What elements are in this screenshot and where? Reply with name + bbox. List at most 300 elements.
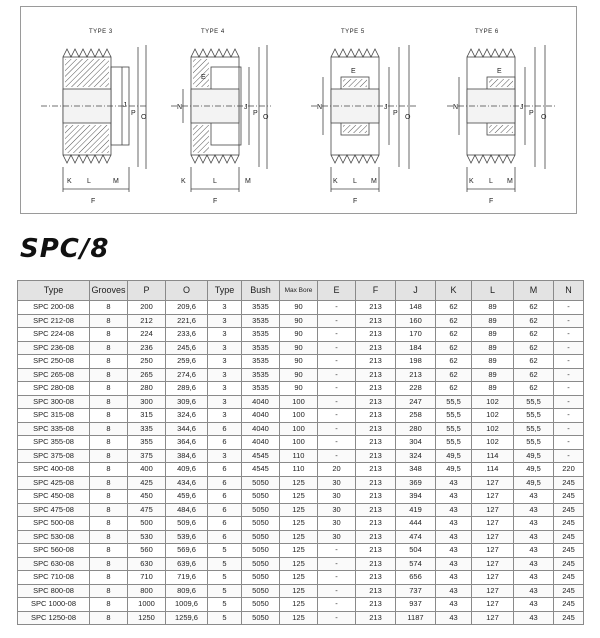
table-cell: 213 [356, 341, 396, 355]
table-cell: 315 [128, 409, 166, 423]
table-cell: 62 [514, 355, 554, 369]
table-cell: 43 [436, 584, 472, 598]
table-cell: - [318, 598, 356, 612]
table-cell: 127 [472, 530, 514, 544]
table-cell: 100 [280, 409, 318, 423]
table-cell: 213 [356, 598, 396, 612]
svg-text:P: P [131, 110, 136, 117]
svg-text:P: P [393, 110, 398, 117]
table-cell: 737 [396, 584, 436, 598]
table-cell: 419 [396, 503, 436, 517]
svg-text:F: F [91, 198, 96, 205]
table-cell: 212 [128, 314, 166, 328]
header-e: E [318, 281, 356, 301]
table-cell: 409,6 [166, 463, 208, 477]
table-cell: 62 [514, 368, 554, 382]
table-cell: - [318, 314, 356, 328]
table-cell: 5050 [242, 544, 280, 558]
table-cell: 213 [356, 503, 396, 517]
table-row [18, 503, 584, 517]
table-cell: 710 [128, 571, 166, 585]
table-cell: 8 [90, 422, 128, 436]
type-3-drawing [41, 45, 146, 192]
header-grooves: Grooves [90, 281, 128, 301]
table-cell: SPC 710-08 [18, 571, 90, 585]
table-cell: 5050 [242, 598, 280, 612]
table-cell: - [554, 395, 584, 409]
table-cell: - [318, 341, 356, 355]
table-cell: 43 [514, 584, 554, 598]
table-cell: 55,5 [514, 436, 554, 450]
table-cell: 3535 [242, 382, 280, 396]
table-cell: SPC 1000-08 [18, 598, 90, 612]
table-cell: 127 [472, 490, 514, 504]
svg-text:F: F [353, 198, 358, 205]
table-cell: 102 [472, 436, 514, 450]
table-cell: 125 [280, 530, 318, 544]
table-row [18, 517, 584, 531]
table-cell: 43 [436, 490, 472, 504]
table-cell: 8 [90, 544, 128, 558]
table-cell: 125 [280, 544, 318, 558]
table-cell: 125 [280, 557, 318, 571]
table-cell: SPC 560-08 [18, 544, 90, 558]
table-row [18, 544, 584, 558]
table-cell: 3 [208, 395, 242, 409]
table-cell: 569,6 [166, 544, 208, 558]
table-cell: 100 [280, 395, 318, 409]
table-cell: 5050 [242, 517, 280, 531]
table-cell: 110 [280, 463, 318, 477]
table-cell: SPC 265-08 [18, 368, 90, 382]
table-cell: - [554, 341, 584, 355]
type-5-label: TYPE 5 [341, 29, 365, 35]
table-row [18, 382, 584, 396]
table-cell: 89 [472, 355, 514, 369]
table-cell: SPC 315-08 [18, 409, 90, 423]
table-cell: 55,5 [436, 436, 472, 450]
table-cell: 43 [436, 517, 472, 531]
table-cell: SPC 300-08 [18, 395, 90, 409]
table-cell: 114 [472, 449, 514, 463]
table-cell: 8 [90, 301, 128, 315]
table-cell: 5 [208, 557, 242, 571]
table-row [18, 463, 584, 477]
table-cell: 213 [356, 449, 396, 463]
table-cell: 8 [90, 382, 128, 396]
type-3-label: TYPE 3 [89, 29, 113, 35]
table-cell: 62 [514, 382, 554, 396]
table-row [18, 328, 584, 342]
table-cell: 3 [208, 409, 242, 423]
table-cell: 6 [208, 517, 242, 531]
svg-text:E: E [201, 74, 206, 81]
table-cell: 719,6 [166, 571, 208, 585]
table-cell: 5 [208, 571, 242, 585]
table-cell: 213 [356, 544, 396, 558]
table-row [18, 611, 584, 625]
svg-text:P: P [253, 110, 258, 117]
table-cell: 213 [356, 490, 396, 504]
table-cell: 245 [554, 584, 584, 598]
table-cell: 809,6 [166, 584, 208, 598]
svg-text:L: L [353, 178, 357, 185]
table-row [18, 395, 584, 409]
table-cell: 8 [90, 598, 128, 612]
table-cell: 62 [436, 368, 472, 382]
table-cell: 3535 [242, 368, 280, 382]
table-cell: 3535 [242, 355, 280, 369]
page-title: SPC/8 [20, 234, 110, 264]
table-cell: 5 [208, 611, 242, 625]
table-cell: 55,5 [514, 422, 554, 436]
svg-text:M: M [507, 178, 513, 185]
table-cell: 20 [318, 463, 356, 477]
svg-text:N: N [453, 104, 459, 111]
table-cell: 8 [90, 409, 128, 423]
table-cell: SPC 280-08 [18, 382, 90, 396]
table-cell: 110 [280, 449, 318, 463]
table-cell: 8 [90, 503, 128, 517]
spc8-dimensions-table [17, 280, 584, 625]
table-cell: 3535 [242, 341, 280, 355]
table-cell: 309,6 [166, 395, 208, 409]
table-cell: 125 [280, 490, 318, 504]
header-j: J [396, 281, 436, 301]
table-cell: 213 [396, 368, 436, 382]
table-cell: 245 [554, 544, 584, 558]
table-cell: 560 [128, 544, 166, 558]
table-cell: - [318, 409, 356, 423]
table-cell: 43 [514, 503, 554, 517]
table-cell: 5050 [242, 557, 280, 571]
table-cell: 30 [318, 476, 356, 490]
table-cell: 245,6 [166, 341, 208, 355]
table-cell: 102 [472, 422, 514, 436]
table-cell: 245 [554, 503, 584, 517]
table-cell: 220 [554, 463, 584, 477]
table-cell: 127 [472, 557, 514, 571]
table-cell: 55,5 [514, 395, 554, 409]
table-cell: 8 [90, 530, 128, 544]
table-cell: SPC 630-08 [18, 557, 90, 571]
table-row [18, 301, 584, 315]
table-cell: 8 [90, 314, 128, 328]
type-5-drawing [311, 45, 416, 192]
table-cell: 213 [356, 611, 396, 625]
pulley-drawings [21, 7, 576, 213]
svg-text:M: M [113, 178, 119, 185]
table-cell: - [318, 328, 356, 342]
svg-text:N: N [317, 104, 323, 111]
table-cell: 30 [318, 530, 356, 544]
table-cell: 62 [436, 328, 472, 342]
svg-text:M: M [245, 178, 251, 185]
table-row [18, 530, 584, 544]
table-row [18, 598, 584, 612]
table-cell: SPC 200-08 [18, 301, 90, 315]
table-cell: - [318, 584, 356, 598]
table-cell: 213 [356, 517, 396, 531]
table-cell: SPC 500-08 [18, 517, 90, 531]
table-cell: 5050 [242, 530, 280, 544]
table-cell: 213 [356, 584, 396, 598]
table-cell: 221,6 [166, 314, 208, 328]
table-cell: 5050 [242, 476, 280, 490]
table-cell: 125 [280, 476, 318, 490]
table-cell: - [318, 571, 356, 585]
svg-text:M: M [371, 178, 377, 185]
table-cell: 236 [128, 341, 166, 355]
table-cell: 125 [280, 503, 318, 517]
table-cell: 8 [90, 584, 128, 598]
table-cell: 43 [436, 544, 472, 558]
table-cell: 233,6 [166, 328, 208, 342]
table-cell: - [318, 611, 356, 625]
table-cell: 43 [436, 571, 472, 585]
svg-text:J: J [244, 104, 248, 111]
table-cell: SPC 335-08 [18, 422, 90, 436]
table-cell: SPC 530-08 [18, 530, 90, 544]
table-cell: 89 [472, 314, 514, 328]
svg-text:K: K [67, 178, 72, 185]
table-cell: 484,6 [166, 503, 208, 517]
table-cell: 459,6 [166, 490, 208, 504]
table-cell: 3535 [242, 301, 280, 315]
table-cell: 43 [514, 598, 554, 612]
table-cell: 125 [280, 584, 318, 598]
table-cell: - [318, 422, 356, 436]
table-cell: 5 [208, 584, 242, 598]
table-cell: 5050 [242, 490, 280, 504]
table-cell: 245 [554, 557, 584, 571]
table-cell: 245 [554, 490, 584, 504]
table-cell: 5050 [242, 611, 280, 625]
table-cell: 639,6 [166, 557, 208, 571]
table-cell: 228 [396, 382, 436, 396]
table-cell: 213 [356, 368, 396, 382]
table-cell: 30 [318, 490, 356, 504]
header-o: O [166, 281, 208, 301]
table-cell: 55,5 [514, 409, 554, 423]
table-cell: SPC 375-08 [18, 449, 90, 463]
table-cell: 259,6 [166, 355, 208, 369]
header-n: N [554, 281, 584, 301]
table-cell: SPC 250-08 [18, 355, 90, 369]
table-cell: 127 [472, 476, 514, 490]
table-row [18, 476, 584, 490]
table-cell: 100 [280, 436, 318, 450]
table-cell: - [554, 409, 584, 423]
table-cell: 6 [208, 476, 242, 490]
header-max-bore: Max Bore [280, 281, 318, 301]
table-header-row [18, 281, 584, 301]
table-cell: 574 [396, 557, 436, 571]
table-cell: 369 [396, 476, 436, 490]
table-cell: 213 [356, 530, 396, 544]
table-cell: 102 [472, 409, 514, 423]
table-cell: 4040 [242, 395, 280, 409]
table-row [18, 368, 584, 382]
svg-text:L: L [213, 178, 217, 185]
table-cell: 1259,6 [166, 611, 208, 625]
table-cell: 30 [318, 517, 356, 531]
table-cell: - [318, 436, 356, 450]
table-cell: - [318, 395, 356, 409]
table-cell: 348 [396, 463, 436, 477]
table-row [18, 557, 584, 571]
table-cell: 8 [90, 611, 128, 625]
table-cell: 127 [472, 571, 514, 585]
table-cell: 160 [396, 314, 436, 328]
table-cell: 3 [208, 328, 242, 342]
table-cell: 55,5 [436, 422, 472, 436]
table-cell: 62 [514, 314, 554, 328]
table-cell: 8 [90, 341, 128, 355]
table-cell: 630 [128, 557, 166, 571]
svg-text:L: L [87, 178, 91, 185]
table-cell: 43 [514, 611, 554, 625]
table-cell: 184 [396, 341, 436, 355]
table-cell: 100 [280, 422, 318, 436]
table-cell: - [318, 544, 356, 558]
table-cell: 213 [356, 571, 396, 585]
table-cell: 127 [472, 598, 514, 612]
svg-text:K: K [333, 178, 338, 185]
table-row [18, 449, 584, 463]
table-cell: SPC 800-08 [18, 584, 90, 598]
table-cell: 3 [208, 368, 242, 382]
table-cell: 4545 [242, 449, 280, 463]
table-cell: 43 [514, 517, 554, 531]
header-l: L [472, 281, 514, 301]
svg-text:K: K [469, 178, 474, 185]
table-cell: 258 [396, 409, 436, 423]
table-cell: SPC 475-08 [18, 503, 90, 517]
table-cell: 90 [280, 341, 318, 355]
table-cell: 213 [356, 328, 396, 342]
type-6-label: TYPE 6 [475, 29, 499, 35]
table-cell: 213 [356, 436, 396, 450]
table-cell: 375 [128, 449, 166, 463]
table-cell: 274,6 [166, 368, 208, 382]
table-cell: 127 [472, 517, 514, 531]
table-cell: 30 [318, 503, 356, 517]
table-cell: 43 [514, 557, 554, 571]
svg-text:F: F [489, 198, 494, 205]
table-cell: 213 [356, 557, 396, 571]
table-cell: - [318, 382, 356, 396]
table-cell: 344,6 [166, 422, 208, 436]
header-m: M [514, 281, 554, 301]
svg-text:K: K [181, 178, 186, 185]
table-cell: 49,5 [514, 449, 554, 463]
table-cell: 245 [554, 530, 584, 544]
table-cell: 200 [128, 301, 166, 315]
table-cell: 800 [128, 584, 166, 598]
svg-text:J: J [520, 104, 524, 111]
table-cell: 89 [472, 368, 514, 382]
table-cell: 1250 [128, 611, 166, 625]
table-cell: 127 [472, 584, 514, 598]
table-cell: - [554, 314, 584, 328]
table-cell: - [554, 368, 584, 382]
table-cell: 5050 [242, 571, 280, 585]
table-row [18, 422, 584, 436]
table-cell: 6 [208, 436, 242, 450]
svg-text:J: J [123, 102, 127, 109]
table-cell: 213 [356, 422, 396, 436]
table-cell: 245 [554, 571, 584, 585]
table-cell: 213 [356, 301, 396, 315]
table-cell: 324,6 [166, 409, 208, 423]
table-cell: - [554, 422, 584, 436]
table-cell: 43 [436, 503, 472, 517]
table-cell: 89 [472, 301, 514, 315]
table-cell: 213 [356, 314, 396, 328]
table-cell: 4545 [242, 463, 280, 477]
table-cell: 335 [128, 422, 166, 436]
table-cell: 148 [396, 301, 436, 315]
table-cell: 6 [208, 463, 242, 477]
table-cell: 114 [472, 463, 514, 477]
table-cell: 265 [128, 368, 166, 382]
table-cell: - [318, 368, 356, 382]
table-cell: 43 [436, 530, 472, 544]
svg-text:E: E [351, 68, 356, 75]
table-cell: 8 [90, 557, 128, 571]
table-cell: 213 [356, 382, 396, 396]
table-cell: 6 [208, 530, 242, 544]
table-cell: 509,6 [166, 517, 208, 531]
table-cell: - [318, 557, 356, 571]
table-cell: 656 [396, 571, 436, 585]
table-cell: 3535 [242, 314, 280, 328]
table-cell: 43 [436, 476, 472, 490]
header-bush: Bush [242, 281, 280, 301]
table-cell: 3 [208, 301, 242, 315]
table-cell: 43 [514, 530, 554, 544]
table-cell: 474 [396, 530, 436, 544]
table-cell: 384,6 [166, 449, 208, 463]
table-cell: 8 [90, 355, 128, 369]
table-cell: 89 [472, 328, 514, 342]
table-cell: 55,5 [436, 395, 472, 409]
table-cell: - [554, 449, 584, 463]
table-cell: - [318, 449, 356, 463]
table-cell: - [554, 301, 584, 315]
header-p: P [128, 281, 166, 301]
table-row [18, 436, 584, 450]
table-cell: - [554, 328, 584, 342]
table-row [18, 409, 584, 423]
table-cell: 213 [356, 355, 396, 369]
svg-text:E: E [497, 68, 502, 75]
table-cell: 500 [128, 517, 166, 531]
table-row [18, 314, 584, 328]
table-cell: 62 [436, 314, 472, 328]
table-cell: 213 [356, 476, 396, 490]
table-cell: SPC 450-08 [18, 490, 90, 504]
table-cell: 90 [280, 301, 318, 315]
table-cell: 247 [396, 395, 436, 409]
table-cell: 5050 [242, 584, 280, 598]
table-cell: 3 [208, 314, 242, 328]
table-cell: 90 [280, 314, 318, 328]
table-cell: SPC 425-08 [18, 476, 90, 490]
table-cell: 400 [128, 463, 166, 477]
table-cell: 3 [208, 355, 242, 369]
